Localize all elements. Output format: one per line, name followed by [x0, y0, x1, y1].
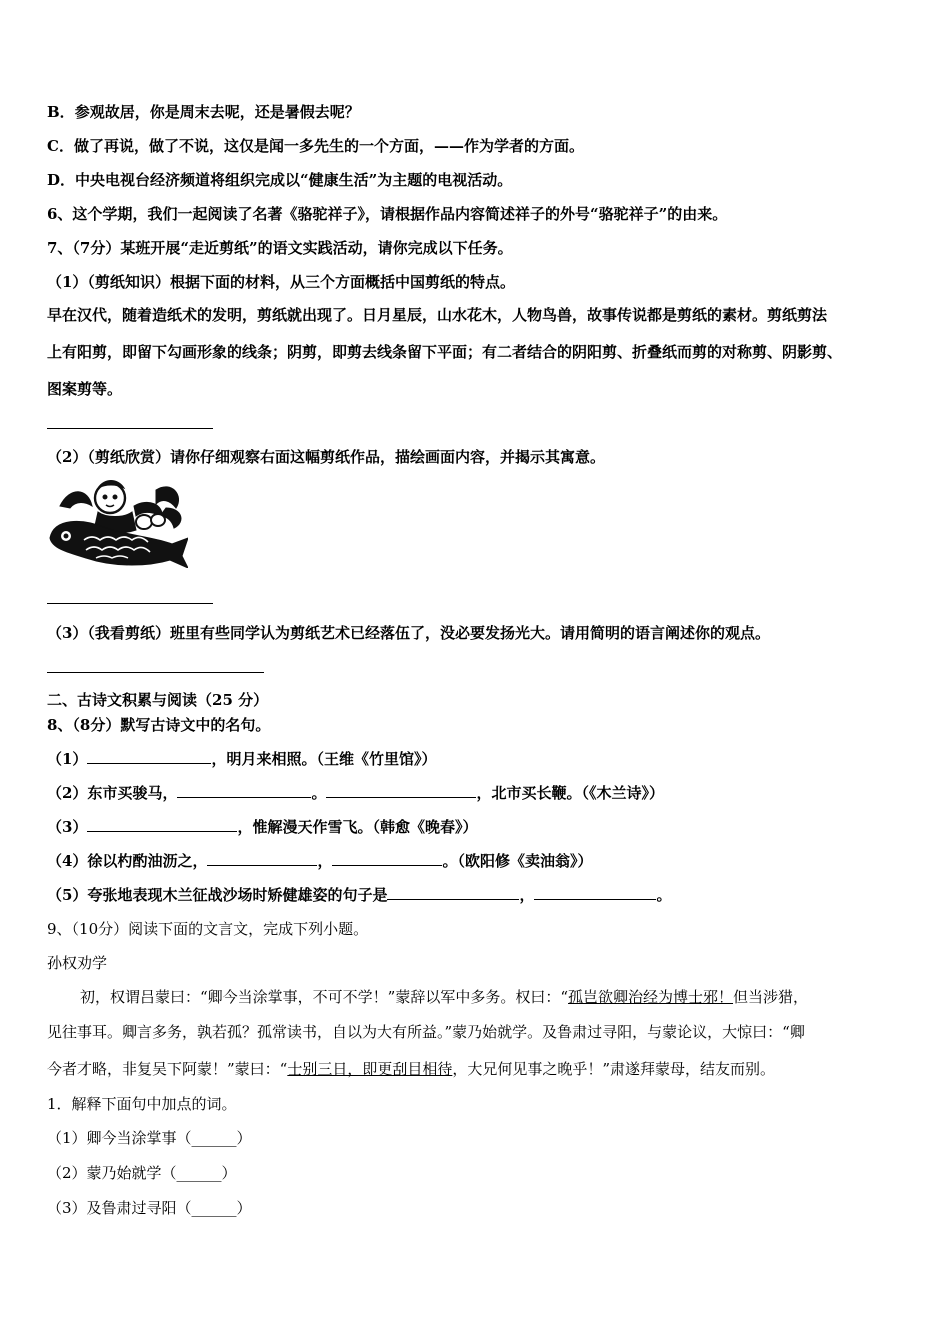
underlined-sentence: 孤岂欲卿治经为博士邪！ [568, 988, 734, 1006]
material-line-1: 早在汉代，随着造纸术的发明，剪纸就出现了。日月星辰，山水花木，人物鸟兽，故事传说都是剪纸的素材。剪纸剪法 [47, 306, 828, 324]
question-8-item-4: （4）徐以杓酌油沥之， ， 。（欧阳修《卖油翁》） [47, 852, 593, 870]
question-7-part-2: （2）（剪纸欣赏）请你仔细观察右面这幅剪纸作品，描绘画面内容，并揭示其寓意。 [47, 448, 605, 466]
question-8-title: 8、（8分）默写古诗文中的名句。 [47, 716, 271, 734]
underlined-sentence: 士别三日，即更刮目相待 [287, 1060, 453, 1078]
question-7-part-3: （3）（我看剪纸）班里有些同学认为剪纸艺术已经落伍了，没必要发扬光大。请用简明的语言阐述你的观点。 [47, 624, 770, 642]
question-7-part-1: （1）（剪纸知识）根据下面的材料，从三个方面概括中国剪纸的特点。 [47, 273, 515, 291]
article-line-1: 初，权谓吕蒙曰：“卿今当涂掌事，不可不学！”蒙辞以军中多务。权曰：“孤岂欲卿治经为博士邪！但当涉猎， [80, 988, 809, 1006]
option-c: C．做了再说，做了不说，这仅是闻一多先生的一个方面，——作为学者的方面。 [47, 137, 584, 155]
question-8-item-3: （3） ，惟解漫天作雪飞。（韩愈《晚春》） [47, 818, 478, 836]
section-2-heading: 二、古诗文积累与阅读（25 分） [47, 691, 269, 709]
article-line-3: 今者才略，非复吴下阿蒙！”蒙曰：“士别三日，即更刮目相待，大兄何见事之晚乎！”肃遂拜蒙母，结友而别。 [47, 1060, 776, 1078]
question-8-item-2: （2）东市买骏马， 。 ，北市买长鞭。（《木兰诗》） [47, 784, 664, 802]
option-d: D．中央电视台经济频道将组织完成以“健康生活”为主题的电视活动。 [47, 171, 513, 189]
answer-line [47, 428, 213, 429]
question-8-item-1: （1） ，明月来相照。（王维《竹里馆》） [47, 750, 437, 768]
sub-item-2: （2）蒙乃始就学（______） [47, 1164, 237, 1182]
question-7-title: 7、（7分）某班开展“走近剪纸”的语文实践活动，请你完成以下任务。 [47, 239, 513, 257]
question-8-item-5: （5）夸张地表现木兰征战沙场时矫健雄姿的句子是 ， 。 [47, 886, 672, 904]
answer-line [47, 672, 264, 673]
sub-question-1: 1．解释下面句中加点的词。 [47, 1095, 237, 1113]
question-6: 6、这个学期，我们一起阅读了名著《骆驼祥子》，请根据作品内容简述祥子的外号“骆驼祥子”的由来。 [47, 205, 728, 223]
option-b: B．参观故居，你是周末去呢，还是暑假去呢？ [47, 103, 360, 121]
article-title: 孙权劝学 [47, 954, 108, 972]
question-9-title: 9、（10分）阅读下面的文言文，完成下列小题。 [47, 920, 369, 938]
papercut-fish-child-image [46, 478, 188, 568]
answer-line [47, 603, 213, 604]
sub-item-3: （3）及鲁肃过寻阳（______） [47, 1199, 252, 1217]
sub-item-1: （1）卿今当涂掌事（______） [47, 1129, 252, 1147]
material-line-3: 图案剪等。 [47, 380, 123, 398]
article-line-2: 见往事耳。卿言多务，孰若孤？孤常读书，自以为大有所益。”蒙乃始就学。及鲁肃过寻阳，与蒙论议，大惊曰：“卿 [47, 1023, 805, 1041]
material-line-2: 上有阳剪，即留下勾画形象的线条；阴剪，即剪去线条留下平面；有二者结合的阴阳剪、折叠纸而剪的对称剪、阴影剪、 [47, 343, 843, 361]
